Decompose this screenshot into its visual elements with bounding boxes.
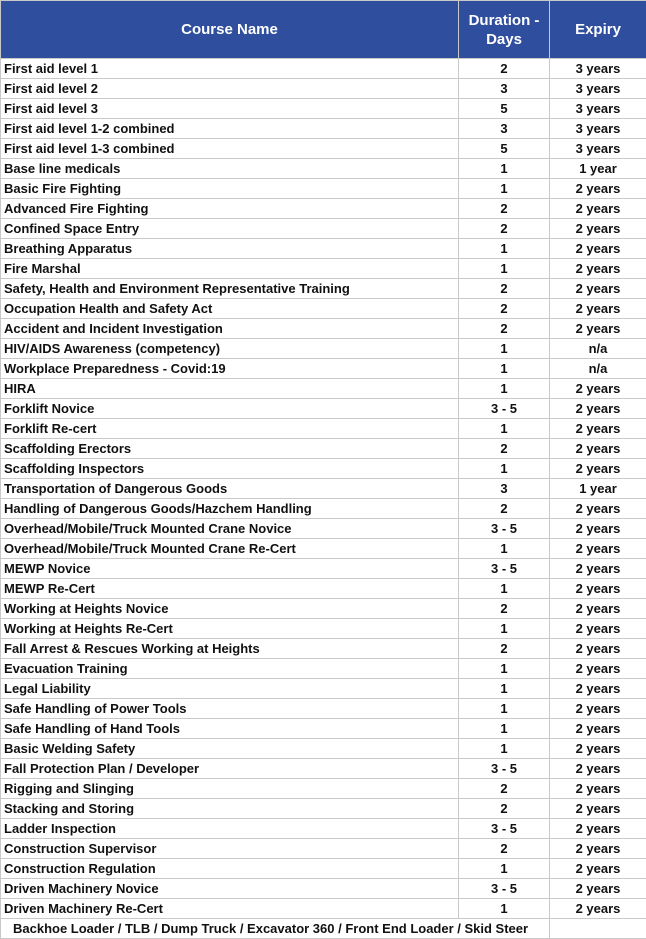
expiry-cell: n/a <box>550 339 646 359</box>
duration-cell: 1 <box>459 239 550 259</box>
course-name-cell: Legal Liability <box>1 679 459 699</box>
course-name-cell: Working at Heights Re-Cert <box>1 619 459 639</box>
duration-cell: 1 <box>459 859 550 879</box>
duration-cell: 1 <box>459 719 550 739</box>
expiry-cell: 2 years <box>550 419 646 439</box>
table-row <box>1 319 646 339</box>
expiry-cell: 2 years <box>550 679 646 699</box>
course-name-cell: MEWP Re-Cert <box>1 579 459 599</box>
table-row <box>1 539 646 559</box>
expiry-cell: 2 years <box>550 579 646 599</box>
course-name-cell: Handling of Dangerous Goods/Hazchem Handling <box>1 499 459 519</box>
table-row <box>1 99 646 119</box>
expiry-cell: 2 years <box>550 839 646 859</box>
duration-cell: 2 <box>459 199 550 219</box>
expiry-cell: 2 years <box>550 719 646 739</box>
expiry-cell: 2 years <box>550 199 646 219</box>
expiry-cell: 2 years <box>550 219 646 239</box>
table-row <box>1 779 646 799</box>
expiry-cell: 2 years <box>550 279 646 299</box>
duration-cell: 1 <box>459 179 550 199</box>
expiry-cell: 3 years <box>550 59 646 79</box>
table-row <box>1 619 646 639</box>
expiry-cell: 2 years <box>550 519 646 539</box>
expiry-cell: 2 years <box>550 499 646 519</box>
expiry-cell: 1 year <box>550 479 646 499</box>
course-name-cell: Workplace Preparedness - Covid:19 <box>1 359 459 379</box>
expiry-cell: 2 years <box>550 259 646 279</box>
expiry-cell: 2 years <box>550 599 646 619</box>
duration-cell: 2 <box>459 59 550 79</box>
expiry-cell: 2 years <box>550 739 646 759</box>
duration-cell: 5 <box>459 99 550 119</box>
table-row <box>1 279 646 299</box>
duration-cell: 1 <box>459 659 550 679</box>
expiry-cell: 2 years <box>550 439 646 459</box>
expiry-cell: 3 years <box>550 119 646 139</box>
expiry-cell: 2 years <box>550 879 646 899</box>
table-row <box>1 79 646 99</box>
duration-cell: 3 - 5 <box>459 399 550 419</box>
duration-cell: 2 <box>459 219 550 239</box>
table-row <box>1 199 646 219</box>
course-name-cell: Driven Machinery Novice <box>1 879 459 899</box>
table-row <box>1 59 646 79</box>
course-name-cell: Overhead/Mobile/Truck Mounted Crane Re-Cert <box>1 539 459 559</box>
header-course-name: Course Name <box>1 1 459 59</box>
table-row <box>1 559 646 579</box>
table-row <box>1 499 646 519</box>
table-row <box>1 179 646 199</box>
course-name-cell: Base line medicals <box>1 159 459 179</box>
course-name-cell: First aid level 1-3 combined <box>1 139 459 159</box>
course-name-cell: Stacking and Storing <box>1 799 459 819</box>
expiry-cell: 2 years <box>550 459 646 479</box>
table-row <box>1 359 646 379</box>
duration-cell: 1 <box>459 539 550 559</box>
expiry-cell: 2 years <box>550 319 646 339</box>
expiry-cell: 2 years <box>550 239 646 259</box>
header-duration-days: Duration - Days <box>459 1 550 59</box>
table-row <box>1 579 646 599</box>
expiry-cell: 2 years <box>550 299 646 319</box>
duration-cell: 3 <box>459 479 550 499</box>
expiry-cell: 2 years <box>550 659 646 679</box>
footer-note: Backhoe Loader / TLB / Dump Truck / Excavator 360 / Front End Loader / Skid Steer <box>1 919 550 939</box>
course-name-cell: Occupation Health and Safety Act <box>1 299 459 319</box>
duration-cell: 1 <box>459 379 550 399</box>
expiry-cell: 2 years <box>550 399 646 419</box>
course-name-cell: Construction Regulation <box>1 859 459 879</box>
duration-cell: 3 <box>459 119 550 139</box>
duration-cell: 3 - 5 <box>459 759 550 779</box>
table-row <box>1 899 646 919</box>
table-row <box>1 719 646 739</box>
course-name-cell: Evacuation Training <box>1 659 459 679</box>
course-name-cell: Rigging and Slinging <box>1 779 459 799</box>
course-name-cell: Basic Fire Fighting <box>1 179 459 199</box>
table-row <box>1 519 646 539</box>
duration-cell: 1 <box>459 699 550 719</box>
expiry-cell: 2 years <box>550 859 646 879</box>
duration-cell: 2 <box>459 839 550 859</box>
duration-cell: 1 <box>459 459 550 479</box>
expiry-cell: 1 year <box>550 159 646 179</box>
course-name-cell: Scaffolding Erectors <box>1 439 459 459</box>
table-row <box>1 679 646 699</box>
duration-cell: 3 - 5 <box>459 519 550 539</box>
table-row <box>1 819 646 839</box>
course-name-cell: Safety, Health and Environment Representative Training <box>1 279 459 299</box>
duration-cell: 5 <box>459 139 550 159</box>
table-row <box>1 119 646 139</box>
course-name-cell: Confined Space Entry <box>1 219 459 239</box>
duration-cell: 1 <box>459 679 550 699</box>
duration-cell: 2 <box>459 599 550 619</box>
duration-cell: 3 - 5 <box>459 879 550 899</box>
duration-cell: 1 <box>459 259 550 279</box>
table-row <box>1 639 646 659</box>
table-row <box>1 459 646 479</box>
course-name-cell: Scaffolding Inspectors <box>1 459 459 479</box>
expiry-cell: 2 years <box>550 559 646 579</box>
table-row <box>1 299 646 319</box>
table-row <box>1 159 646 179</box>
table-row <box>1 739 646 759</box>
course-name-cell: Basic Welding Safety <box>1 739 459 759</box>
course-name-cell: Transportation of Dangerous Goods <box>1 479 459 499</box>
header-expiry: Expiry <box>550 1 646 59</box>
expiry-cell: 2 years <box>550 779 646 799</box>
expiry-cell: 2 years <box>550 899 646 919</box>
duration-cell: 2 <box>459 799 550 819</box>
course-name-cell: MEWP Novice <box>1 559 459 579</box>
table-row <box>1 699 646 719</box>
duration-cell: 2 <box>459 279 550 299</box>
table-row <box>1 479 646 499</box>
header-row <box>1 1 646 59</box>
table-row <box>1 339 646 359</box>
footer-empty-cell <box>550 919 646 939</box>
course-name-cell: Safe Handling of Power Tools <box>1 699 459 719</box>
duration-cell: 3 - 5 <box>459 819 550 839</box>
duration-cell: 1 <box>459 159 550 179</box>
course-name-cell: Construction Supervisor <box>1 839 459 859</box>
course-name-cell: Fall Protection Plan / Developer <box>1 759 459 779</box>
table-row <box>1 399 646 419</box>
table-row <box>1 219 646 239</box>
table-row <box>1 859 646 879</box>
table-row <box>1 439 646 459</box>
course-name-cell: Fall Arrest & Rescues Working at Heights <box>1 639 459 659</box>
course-name-cell: Forklift Re-cert <box>1 419 459 439</box>
expiry-cell: 3 years <box>550 99 646 119</box>
duration-cell: 2 <box>459 319 550 339</box>
duration-cell: 3 <box>459 79 550 99</box>
course-name-cell: First aid level 1-2 combined <box>1 119 459 139</box>
course-name-cell: Safe Handling of Hand Tools <box>1 719 459 739</box>
table-row <box>1 659 646 679</box>
table-row <box>1 379 646 399</box>
table-row <box>1 759 646 779</box>
expiry-cell: 3 years <box>550 79 646 99</box>
table-row <box>1 139 646 159</box>
duration-cell: 2 <box>459 439 550 459</box>
course-name-cell: Fire Marshal <box>1 259 459 279</box>
duration-cell: 1 <box>459 739 550 759</box>
course-name-cell: Driven Machinery Re-Cert <box>1 899 459 919</box>
table-row <box>1 259 646 279</box>
course-name-cell: Accident and Incident Investigation <box>1 319 459 339</box>
course-name-cell: Advanced Fire Fighting <box>1 199 459 219</box>
expiry-cell: 2 years <box>550 699 646 719</box>
duration-cell: 1 <box>459 619 550 639</box>
course-name-cell: Working at Heights Novice <box>1 599 459 619</box>
table-row <box>1 239 646 259</box>
footer-note-row <box>1 919 646 939</box>
duration-cell: 2 <box>459 299 550 319</box>
course-name-cell: HIRA <box>1 379 459 399</box>
duration-cell: 1 <box>459 419 550 439</box>
duration-cell: 2 <box>459 499 550 519</box>
table-row <box>1 419 646 439</box>
course-name-cell: Ladder Inspection <box>1 819 459 839</box>
expiry-cell: 2 years <box>550 799 646 819</box>
course-name-cell: First aid level 3 <box>1 99 459 119</box>
expiry-cell: 2 years <box>550 539 646 559</box>
course-name-cell: First aid level 1 <box>1 59 459 79</box>
duration-cell: 2 <box>459 639 550 659</box>
expiry-cell: 3 years <box>550 139 646 159</box>
expiry-cell: n/a <box>550 359 646 379</box>
expiry-cell: 2 years <box>550 639 646 659</box>
duration-cell: 1 <box>459 899 550 919</box>
duration-cell: 1 <box>459 579 550 599</box>
table-row <box>1 799 646 819</box>
expiry-cell: 2 years <box>550 759 646 779</box>
expiry-cell: 2 years <box>550 819 646 839</box>
duration-cell: 3 - 5 <box>459 559 550 579</box>
expiry-cell: 2 years <box>550 179 646 199</box>
course-name-cell: Forklift Novice <box>1 399 459 419</box>
duration-cell: 1 <box>459 339 550 359</box>
course-name-cell: HIV/AIDS Awareness (competency) <box>1 339 459 359</box>
table-row <box>1 599 646 619</box>
expiry-cell: 2 years <box>550 379 646 399</box>
table-row <box>1 839 646 859</box>
course-name-cell: First aid level 2 <box>1 79 459 99</box>
course-name-cell: Breathing Apparatus <box>1 239 459 259</box>
expiry-cell: 2 years <box>550 619 646 639</box>
duration-cell: 2 <box>459 779 550 799</box>
table-row <box>1 879 646 899</box>
table-body <box>1 59 646 939</box>
duration-cell: 1 <box>459 359 550 379</box>
course-name-cell: Overhead/Mobile/Truck Mounted Crane Novice <box>1 519 459 539</box>
